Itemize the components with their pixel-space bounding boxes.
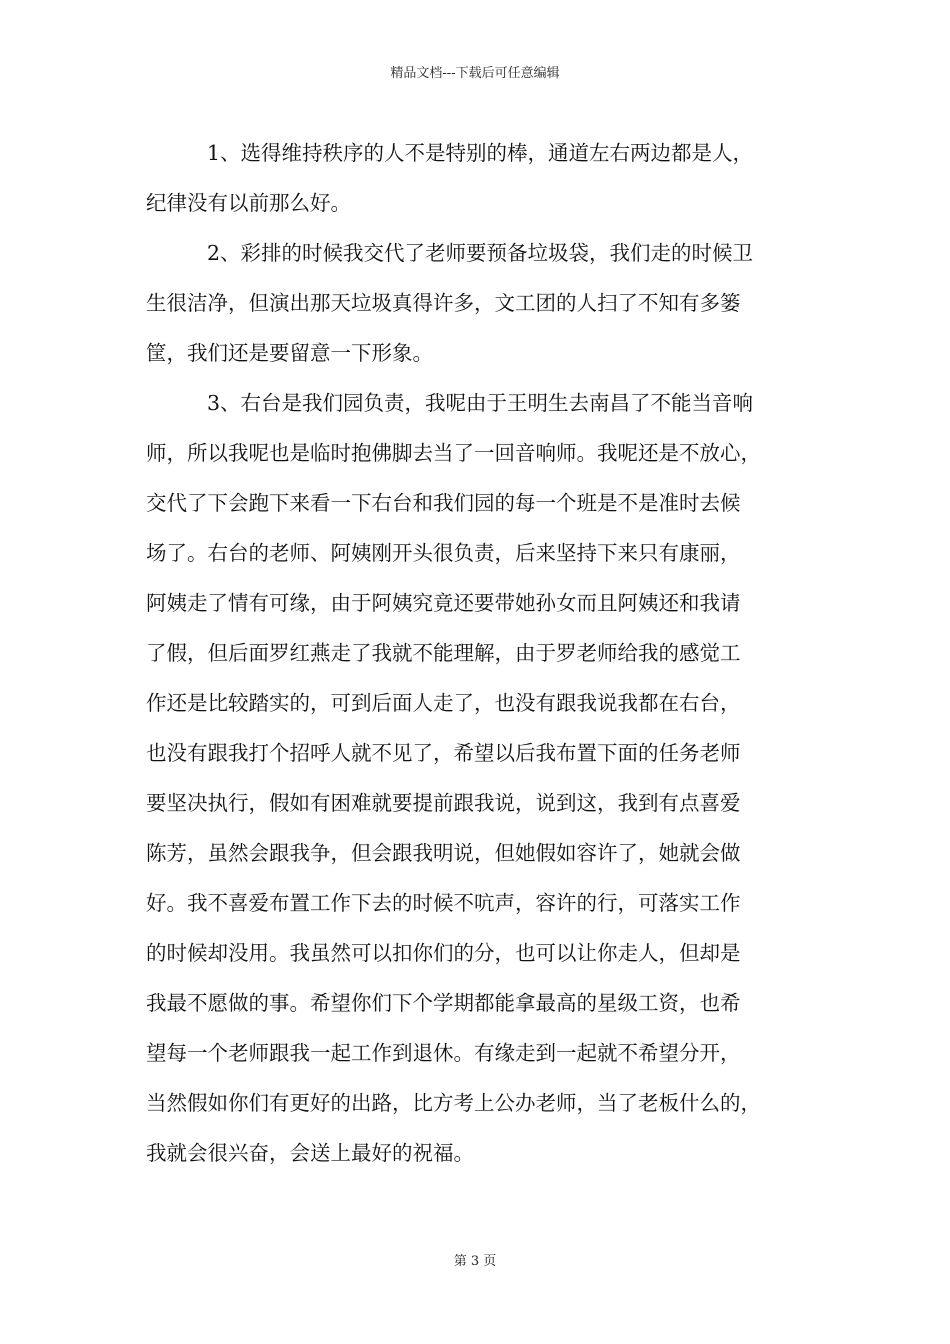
paragraph-line: 纪律没有以前那么好。: [146, 191, 351, 215]
page-header: 精品文档---下载后可任意编辑: [390, 66, 560, 81]
page-footer: [0, 1254, 950, 1270]
paragraph-line: 望每一个老师跟我一起工作到退休。有缘走到一起就不希望分开，: [146, 1041, 741, 1065]
paragraph-line: 生很洁净，但演出那天垃圾真得许多，文工团的人扫了不知有多篓: [146, 291, 741, 315]
paragraph-line: 当然假如你们有更好的出路，比方考上公办老师，当了老板什么的，: [146, 1091, 761, 1115]
paragraph-line: 好。我不喜爱布置工作下去的时候不吭声，容许的行，可落实工作: [146, 891, 741, 915]
paragraph-line: 我就会很兴奋，会送上最好的祝福。: [146, 1141, 474, 1165]
paragraph-line: 了假，但后面罗红燕走了我就不能理解，由于罗老师给我的感觉工: [146, 641, 741, 665]
paragraph-line: 也没有跟我打个招呼人就不见了，希望以后我布置下面的任务老师: [146, 741, 741, 765]
document-body: [146, 128, 818, 1178]
paragraph-line: 要坚决执行，假如有困难就要提前跟我说，说到这，我到有点喜爱: [146, 791, 741, 815]
paragraph-2: [146, 228, 818, 378]
paragraph-line: 交代了下会跑下来看一下右台和我们园的每一个班是不是准时去候: [146, 491, 741, 515]
paragraph-line: 师，所以我呢也是临时抱佛脚去当了一回音响师。我呢还是不放心，: [146, 441, 761, 465]
paragraph-line: 陈芳，虽然会跟我争，但会跟我明说，但她假如容许了，她就会做: [146, 841, 741, 865]
paragraph-line: 阿姨走了情有可缘，由于阿姨究竟还要带她孙女而且阿姨还和我请: [146, 591, 741, 615]
paragraph-line: 筐，我们还是要留意一下形象。: [146, 341, 433, 365]
paragraph-line: 场了。右台的老师、阿姨刚开头很负责，后来坚持下来只有康丽，: [146, 541, 741, 565]
paragraph-line: 作还是比较踏实的，可到后面人走了，也没有跟我说我都在右台，: [146, 691, 741, 715]
paragraph-1: [146, 128, 818, 228]
page-label-suffix: 页: [483, 1254, 497, 1269]
paragraph-line: 2、彩排的时候我交代了老师要预备垃圾袋，我们走的时候卫: [207, 241, 754, 265]
paragraph-line: 1、选得维持秩序的人不是特别的棒，通道左右两边都是人，: [207, 141, 754, 165]
page-number: 3: [470, 1254, 480, 1269]
paragraph-3: [146, 378, 818, 1178]
paragraph-line: 3、右台是我们园负责，我呢由于王明生去南昌了不能当音响: [207, 391, 754, 415]
paragraph-line: 我最不愿做的事。希望你们下个学期都能拿最高的星级工资，也希: [146, 991, 741, 1015]
page-label-prefix: 第: [453, 1254, 467, 1269]
paragraph-line: 的时候却没用。我虽然可以扣你们的分，也可以让你走人，但却是: [146, 941, 741, 965]
